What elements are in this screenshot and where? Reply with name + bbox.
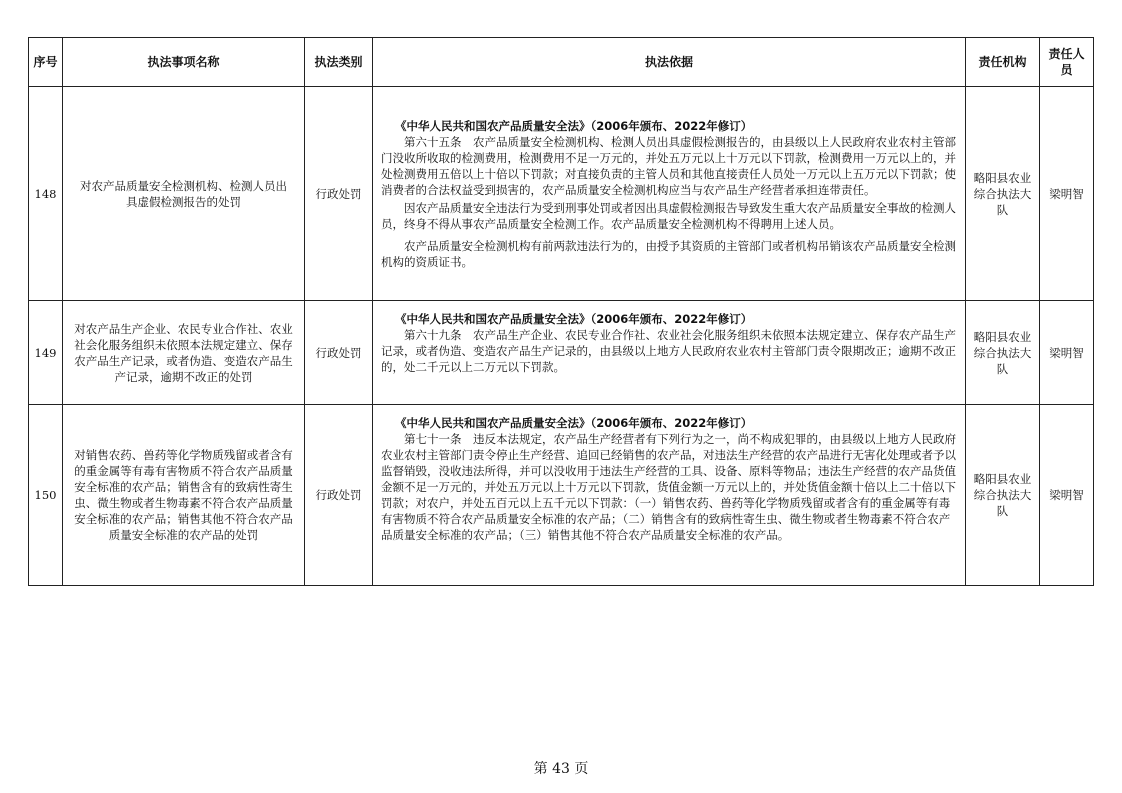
table-row [29, 87, 1094, 301]
basis-paragraph: 第六十五条 农产品质量安全检测机构、检测人员出具虚假检测报告的，由县级以上人民政府农业农村主管部门没收所收取的检测费用，检测费用不足一万元的，并处五万元以上十万元以下罚款，检测费用一万元以上的，并处检测费用五倍以上十倍以下罚款；对直接负责的主管人员和其他直接责任人员处一万元以上五万元以下罚款；使消费者的合法权益受到损害的，农产品质量安全检测机构应当与农产品生产经营者承担连带责任。 [381, 134, 956, 197]
row-person: 梁明智 [1040, 87, 1094, 301]
header-person: 责任人员 [1040, 38, 1094, 87]
basis-paragraph: 第七十一条 违反本法规定，农产品生产经营者有下列行为之一，尚不构成犯罪的，由县级以上地方人民政府农业农村主管部门责令停止生产经营、追回已经销售的农产品，对违法生产经营的农产品进行无害化处理或者予以监督销毁，没收违法所得，并可以没收用于违法生产经营的工具、设备、原料等物品；违法生产经营的农产品货值金额不足一万元的，并处五万元以上十万元以下罚款，货值金额一万元以上的，并处货值金额十倍以上二十倍以下罚款；对农户，并处五百元以上五千元以下罚款：（一）销售农药、兽药等化学物质残留或者含有的重金属等有毒有害物质不符合农产品质量安全标准的农产品；（二）销售含有的致病性寄生虫、微生物或者生物毒素不符合农产品质量安全标准的农产品；（三）销售其他不符合农产品质量安全标准的农产品。 [381, 432, 956, 542]
row-basis [373, 87, 966, 301]
basis-paragraph: 第六十九条 农产品生产企业、农民专业合作社、农业社会化服务组织未依照本法规定建立、保存农产品生产记录，或者伪造、变造农产品生产记录的，由县级以上地方人民政府农业农村主管部门责令限期改正；逾期不改正的，处二千元以上二万元以下罚款。 [381, 328, 956, 374]
header-basis: 执法依据 [373, 38, 966, 87]
header-type: 执法类别 [305, 38, 373, 87]
table-row [29, 301, 1094, 405]
row-person: 梁明智 [1040, 301, 1094, 405]
enforcement-table [28, 37, 1094, 586]
law-title: 《中华人民共和国农产品质量安全法》（2006年颁布、2022年修订） [395, 312, 753, 326]
row-no: 150 [29, 405, 63, 586]
table-row [29, 405, 1094, 586]
row-org: 略阳县农业综合执法大队 [966, 405, 1040, 586]
basis-paragraph: 因农产品质量安全违法行为受到刑事处罚或者因出具虚假检测报告导致发生重大农产品质量安全事故的检测人员，终身不得从事农产品质量安全检测工作。农产品质量安全检测机构不得聘用上述人员。 [381, 200, 956, 231]
row-no: 148 [29, 87, 63, 301]
basis-paragraph: 农产品质量安全检测机构有前两款违法行为的，由授予其资质的主管部门或者机构吊销该农产品质量安全检测机构的资质证书。 [381, 238, 956, 269]
row-type: 行政处罚 [305, 405, 373, 586]
row-org: 略阳县农业综合执法大队 [966, 301, 1040, 405]
row-type: 行政处罚 [305, 301, 373, 405]
row-org: 略阳县农业综合执法大队 [966, 87, 1040, 301]
row-type: 行政处罚 [305, 87, 373, 301]
row-name: 对销售农药、兽药等化学物质残留或者含有的重金属等有毒有害物质不符合农产品质量安全标准的农产品；销售含有的致病性寄生虫、微生物或者生物毒素不符合农产品质量安全标准的农产品；销售其他不符合农产品质量安全标准的农产品的处罚 [63, 405, 305, 586]
header-name: 执法事项名称 [63, 38, 305, 87]
row-name: 对农产品质量安全检测机构、检测人员出具虚假检测报告的处罚 [63, 87, 305, 301]
header-row [29, 38, 1094, 87]
header-org: 责任机构 [966, 38, 1040, 87]
row-no: 149 [29, 301, 63, 405]
header-no: 序号 [29, 38, 63, 87]
law-title: 《中华人民共和国农产品质量安全法》（2006年颁布、2022年修订） [395, 118, 753, 133]
page-number: 第 43 页 [533, 761, 589, 777]
row-person: 梁明智 [1040, 405, 1094, 586]
row-basis [373, 301, 966, 405]
row-basis [373, 405, 966, 586]
law-title: 《中华人民共和国农产品质量安全法》（2006年颁布、2022年修订） [395, 416, 753, 430]
row-name: 对农产品生产企业、农民专业合作社、农业社会化服务组织未依照本法规定建立、保存农产品生产记录，或者伪造、变造农产品生产记录，逾期不改正的处罚 [63, 301, 305, 405]
